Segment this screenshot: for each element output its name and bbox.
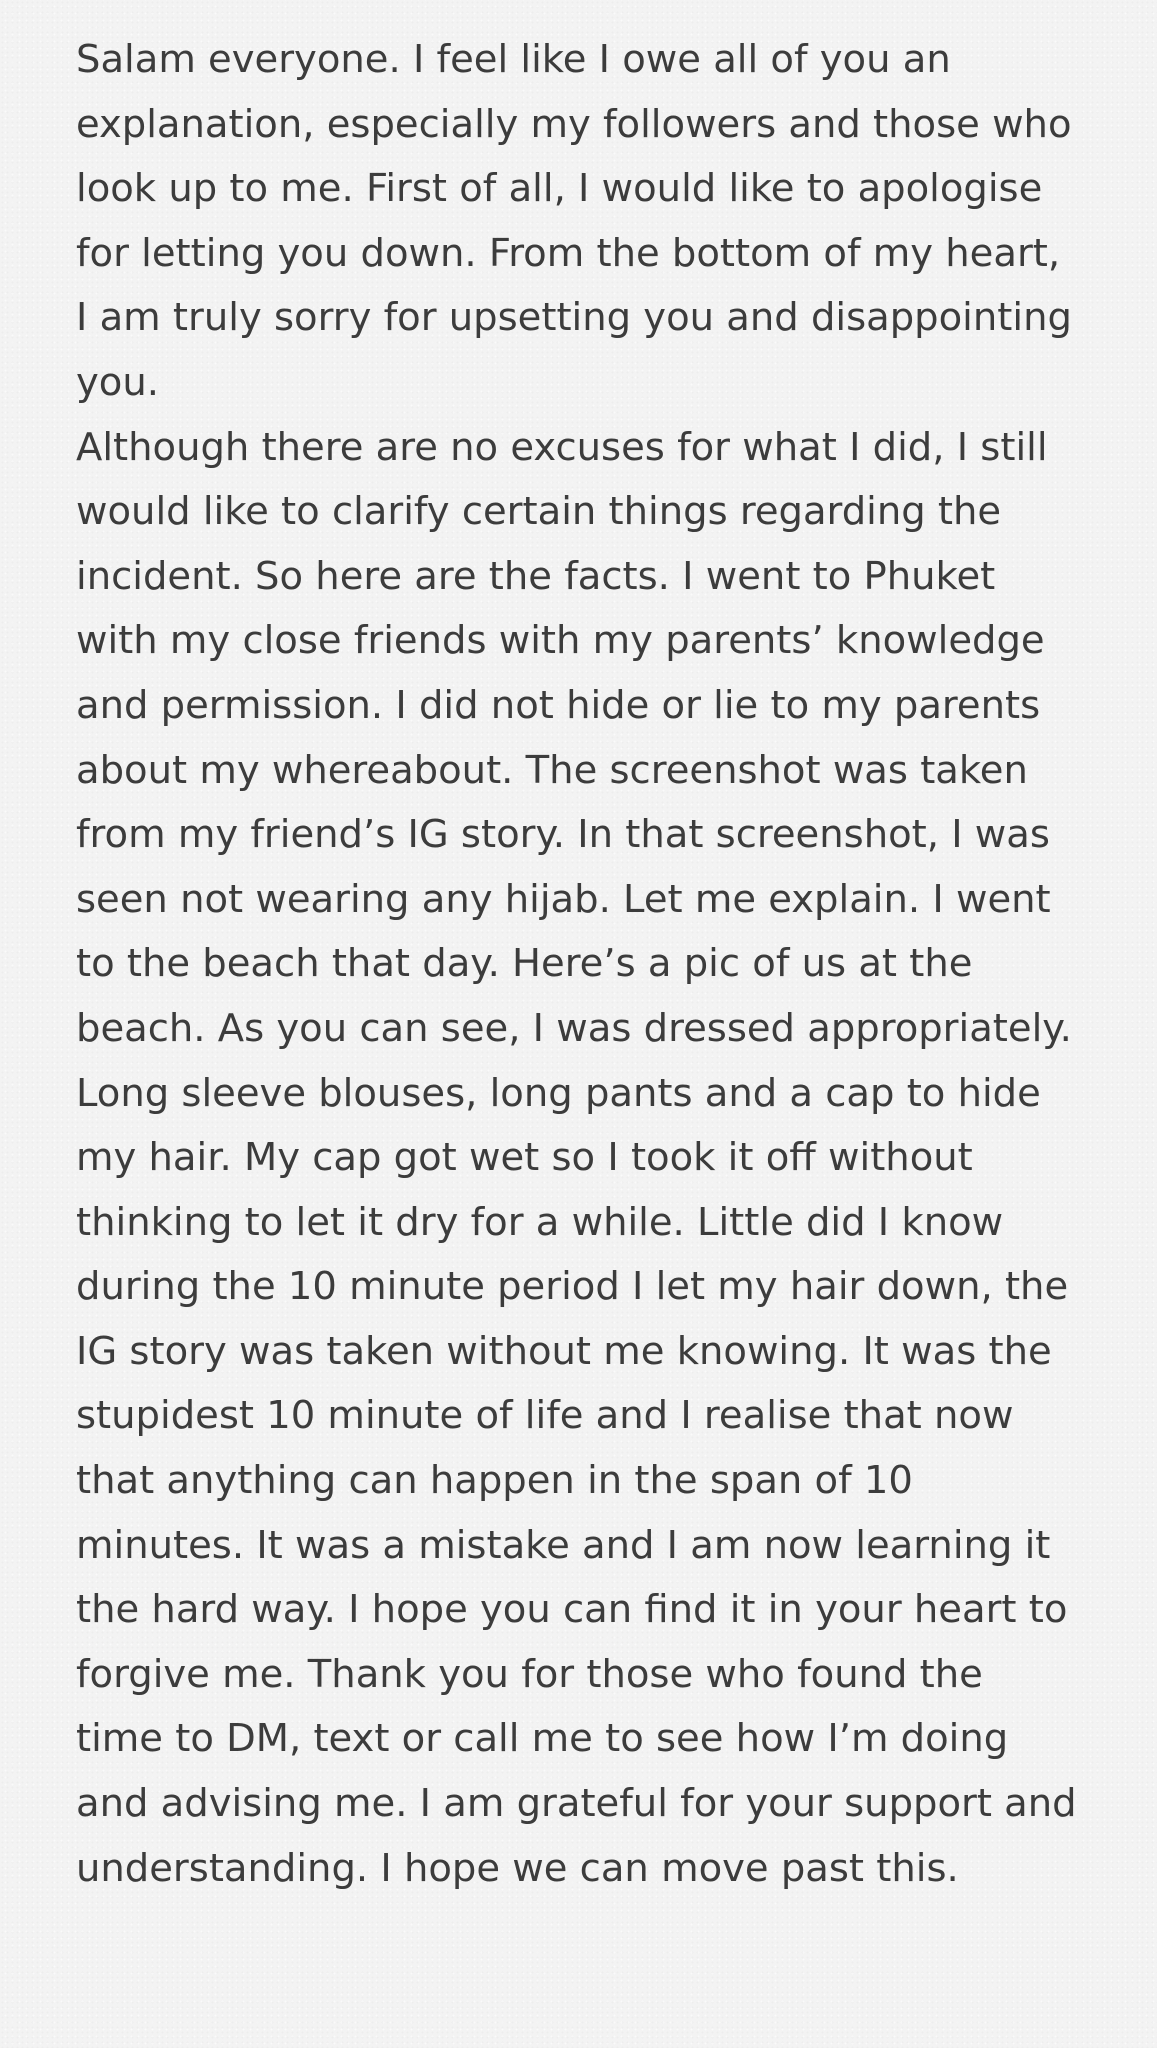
- note-paragraph-2: Although there are no excuses for what I did, I still would like to clarify certain things regarding the incident. So here are the facts. I went to Phuket with my close friends with my parents’ knowledge and permission. I did not hide or lie to my parents about my whereabout. The screenshot was taken from my friend’s IG story. In that screenshot, I was seen not wearing any hijab. Let me explain. I went to the beach that day. Here’s a pic of us at the beach. As you can see, I was dressed appropriately. Long sleeve blouses, long pants and a cap to hide my hair. My cap got wet so I took it off without thinking to let it dry for a while. Little did I know during the 10 minute period I let my hair down, the IG story was taken without me knowing. It was the stupidest 10 minute of life and I realise that now that anything can happen in the span of 10 minutes. It was a mistake and I am now learning it the hard way. I hope you can find it in your heart to forgive me. Thank you for those who found the time to DM, text or call me to see how I’m doing and advising me. I am grateful for your support and understanding. I hope we can move past this.: [76, 424, 1077, 1891]
- note-body: [76, 28, 1081, 1901]
- note-paragraph-1: Salam everyone. I feel like I owe all of you an explanation, especially my followers and those who look up to me. First of all, I would like to apologise for letting you down. From the bottom of my heart, I am truly sorry for upsetting you and disappointing you.: [76, 37, 1072, 405]
